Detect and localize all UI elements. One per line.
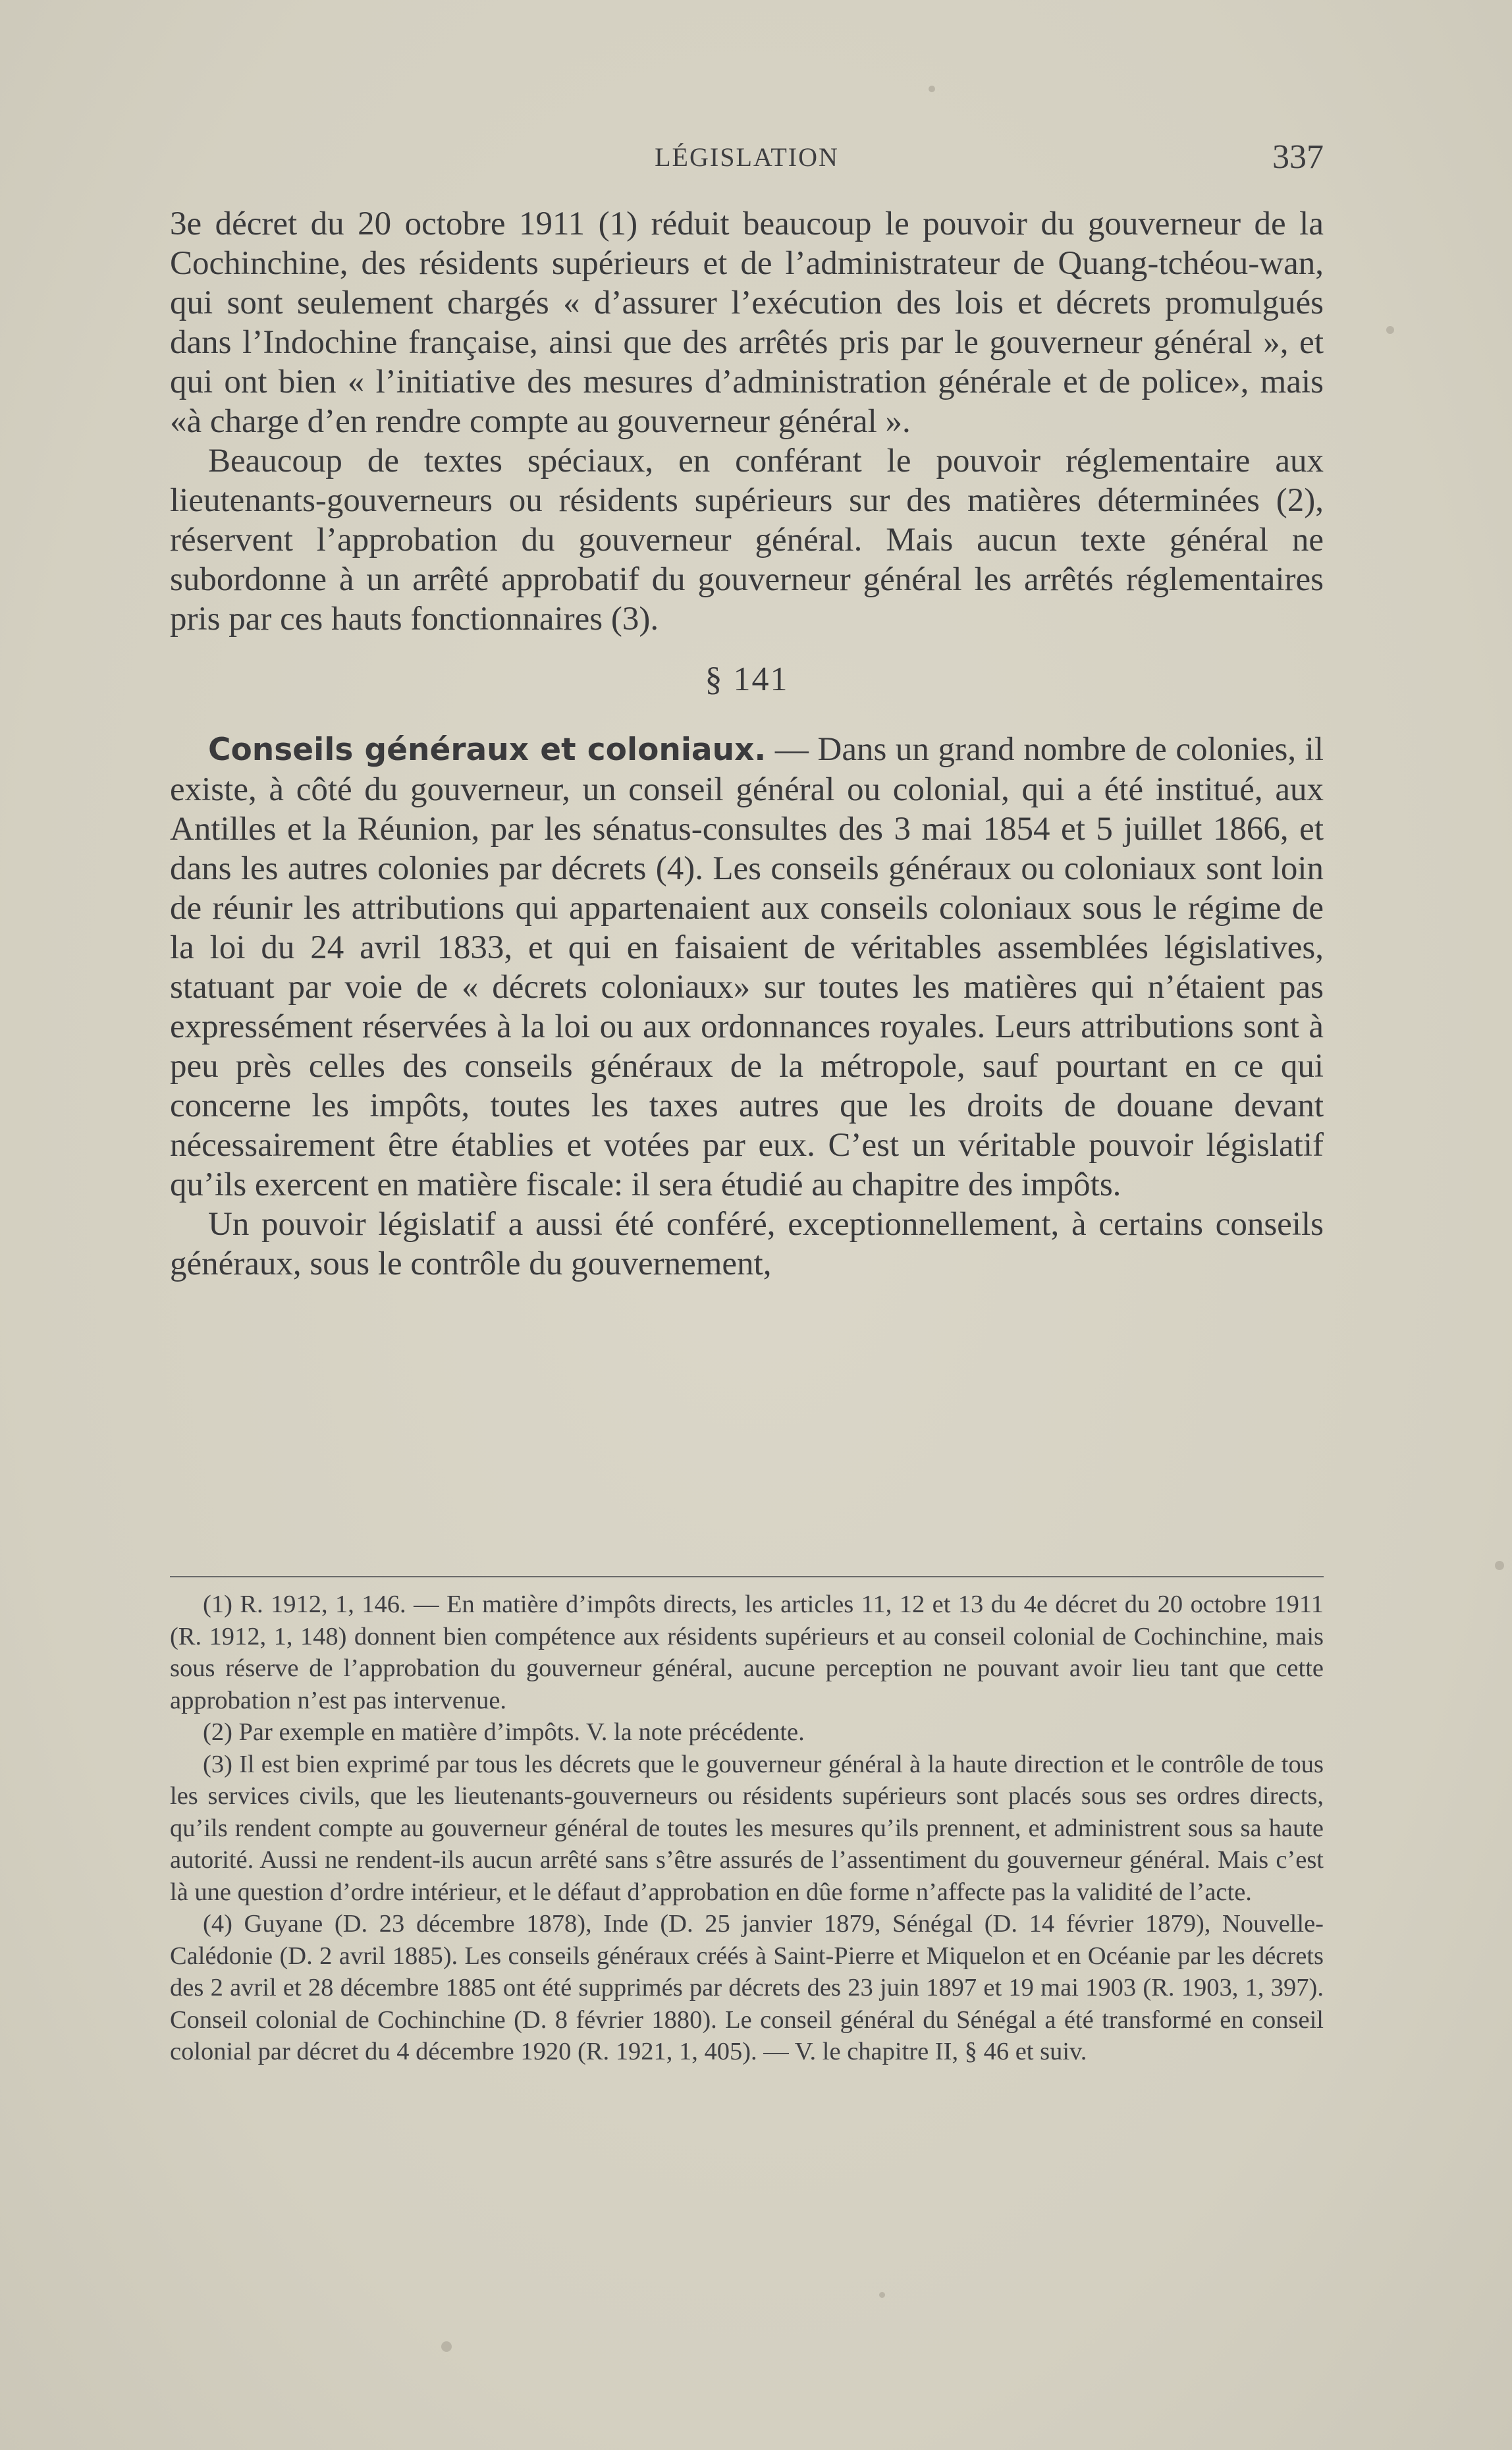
paragraph-3 [170,730,1324,1205]
paper-speck [441,2341,452,2352]
paragraph-4: Un pouvoir législatif a aussi été conféré, exceptionnellement, à certains conseils généraux, sous le contrôle du gouvernement, [170,1206,1324,1282]
main-text [170,204,1324,1284]
footnote-3: (3) Il est bien exprimé par tous les décrets que le gouverneur général à la haute direction et le contrôle de tous les services civils, que les lieutenants-gouverneurs ou résidents supérieurs sont placés sous ses ordres directs, qu’ils rendent compte au gouverneur général de toutes les mesures qu’ils prennent, et administrent sous sa haute autorité. Aussi ne rendent-ils aucun arrêté sans s’être assurés de l’assentiment du gouverneur général. Mais c’est là une question d’ordre intérieur, et le défaut d’approbation en dûe forme n’affecte pas la validité de l’acte. [170,1750,1324,1906]
section-heading: Conseils généraux et coloniaux. [208,732,767,768]
paragraph-2: Beaucoup de textes spéciaux, en conférant le pouvoir réglementaire aux lieutenants-gouverneurs ou résidents supérieurs sur des matières déterminées (2), réservent l’approbation du gouverneur général. Mais aucun texte général ne subordonne à un arrêté approbatif du gouverneur général les arrêtés réglementaires pris par ces hauts fonctionnaires (3). [170,443,1324,638]
footnote-2: (2) Par exemple en matière d’impôts. V. la note précédente. [203,1718,805,1746]
paper-speck [929,86,935,92]
footnotes [170,1589,1324,2068]
footnote-1: (1) R. 1912, 1, 146. — En matière d’impôts directs, les articles 11, 12 et 13 du 4e décret du 20 octobre 1911 (R. 1912, 1, 148) donnent bien compétence aux résidents supérieurs et au conseil colonial de Cochinchine, mais sous réserve de l’approbation du gouverneur général, aucune perception ne pouvant avoir lieu tant que cette approbation n’est pas intervenue. [170,1591,1324,1714]
section-number: § 141 [705,661,789,698]
page-header [170,135,1324,181]
footnote-rule [170,1576,1324,1577]
paper-speck [1386,326,1394,334]
paragraph-1: 3e décret du 20 octobre 1911 (1) réduit beaucoup le pouvoir du gouverneur de la Cochinchine, des résidents supérieurs et de l’administrateur de Quang-tchéou-wan, qui sont seulement chargés « d’assurer l’exécution des lois et décrets promulgués dans l’Indochine française, ainsi que des arrêtés pris par le gouverneur général », et qui ont bien « l’initiative des mesures d’administration générale et de police», mais «à charge d’en rendre compte au gouverneur général ». [170,205,1324,440]
page-number: 337 [1272,138,1324,176]
paper-speck [879,2292,885,2298]
paragraph-3-text: — Dans un grand nombre de colonies, il existe, à côté du gouverneur, un conseil général ou colonial, qui a été institué, aux Antilles et la Réunion, par les sénatus-consultes des 3 mai 1854 et 5 juillet 1866, et dans les autres colonies par décrets (4). Les conseils généraux ou coloniaux sont loin de réunir les attributions qui appartenaient aux conseils coloniaux sous le régime de la loi du 24 avril 1833, et qui en faisaient de véritables assemblées législatives, statuant par voie de « décrets coloniaux» sur toutes les matières qui n’étaient pas expressément réservées à la loi ou aux ordonnances royales. Leurs attributions sont à peu près celles des conseils généraux de la métropole, sauf pourtant en ce qui concerne les impôts, toutes les taxes autres que les droits de douane devant nécessairement être établies et votées par eux. C’est un véritable pouvoir législatif qu’ils exercent en matière fiscale: il sera étudié au chapitre des impôts. [170,731,1324,1203]
running-title: LÉGISLATION [655,142,839,172]
footnote-4: (4) Guyane (D. 23 décembre 1878), Inde (D. 25 janvier 1879, Sénégal (D. 14 février 1879), Nouvelle-Calédonie (D. 2 avril 1885). Les conseils généraux créés à Saint-Pierre et Miquelon et en Océanie par les décrets des 2 avril et 28 décembre 1885 ont été supprimés par décrets des 23 juin 1897 et 19 mai 1903 (R. 1903, 1, 397). Conseil colonial de Cochinchine (D. 8 février 1880). Le conseil général du Sénégal a été transformé en conseil colonial par décret du 4 décembre 1920 (R. 1921, 1, 405). — V. le chapitre II, § 46 et suiv. [170,1910,1324,2065]
paper-speck [1495,1561,1504,1570]
